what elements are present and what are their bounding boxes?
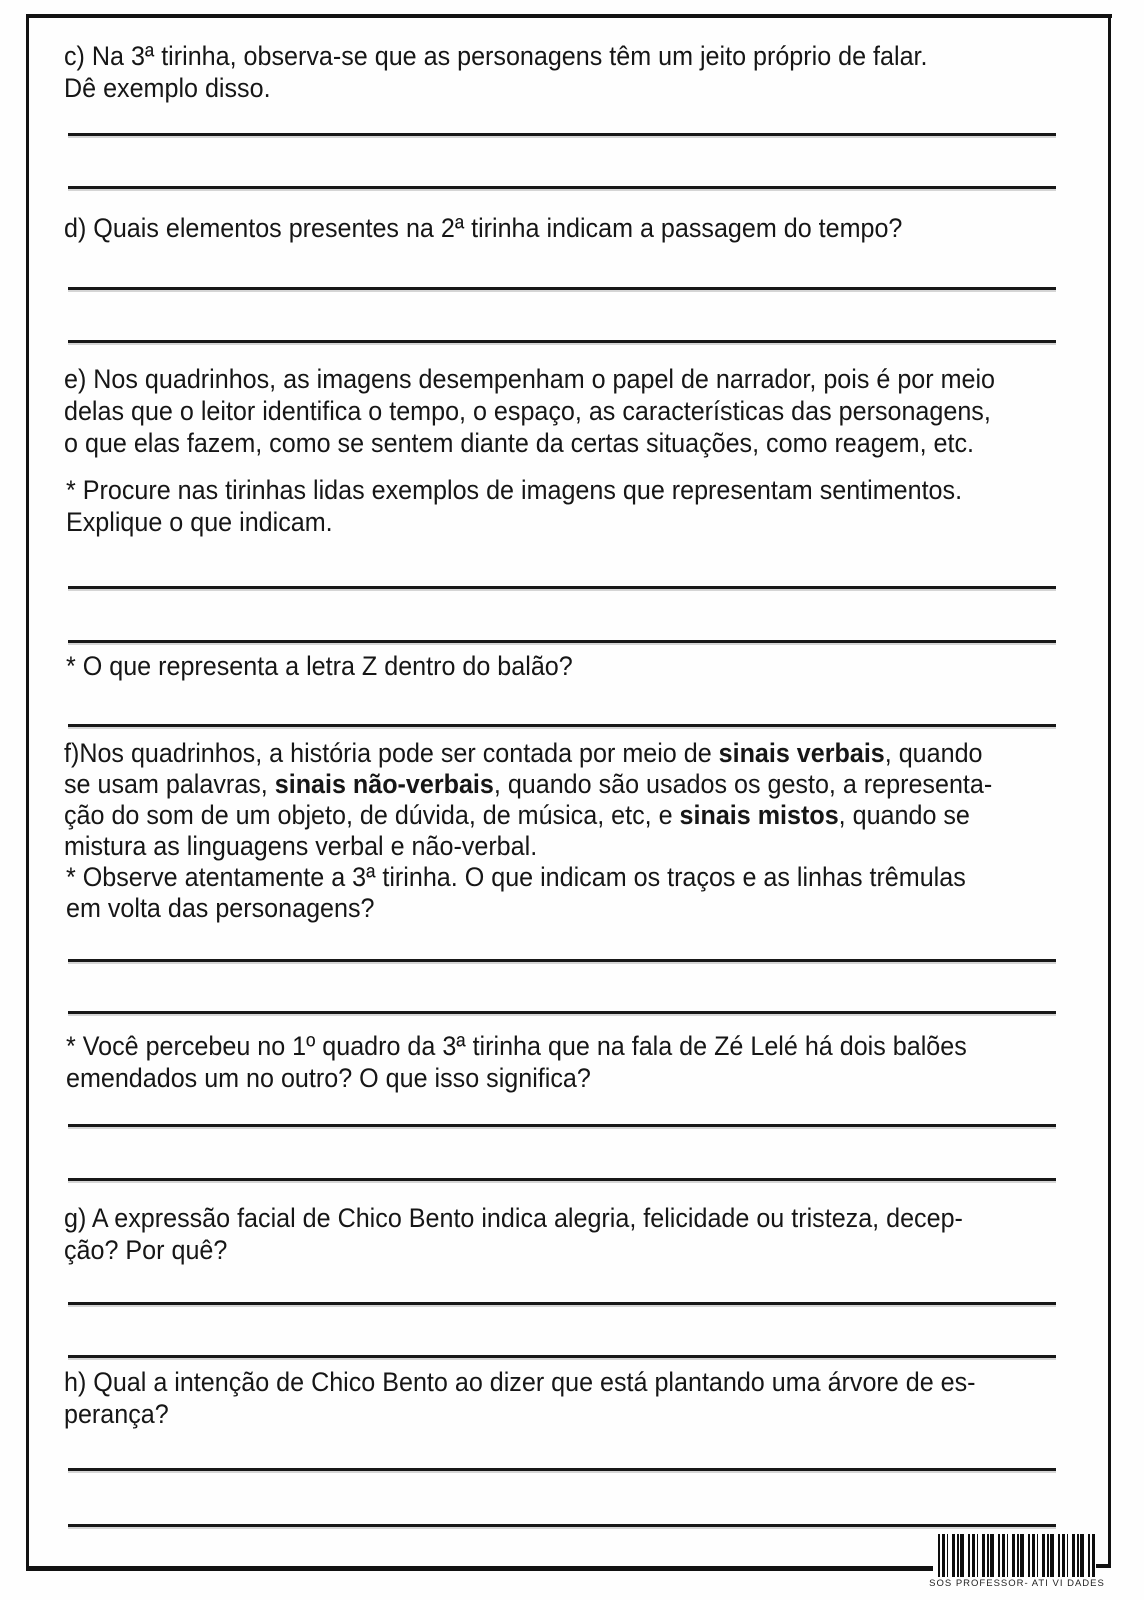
page-border-right bbox=[1108, 14, 1111, 1568]
sub-question-letter-z bbox=[66, 650, 573, 682]
question-f-line: f)Nos quadrinhos, a história pode ser contada por meio de sinais verbais, quando bbox=[64, 738, 983, 768]
question-e-line: e) Nos quadrinhos, as imagens desempenham o papel de narrador, pois é por meio bbox=[64, 364, 996, 394]
barcode-image bbox=[938, 1534, 1096, 1577]
question-c-line: c) Na 3ª tirinha, observa-se que as personagens têm um jeito próprio de falar. bbox=[64, 41, 928, 71]
page-border-top bbox=[26, 14, 1112, 18]
answer-line-15 bbox=[68, 1524, 1056, 1527]
question-g-line: g) A expressão facial de Chico Bento indica alegria, felicidade ou tristeza, decep- bbox=[64, 1203, 963, 1233]
question-h bbox=[64, 1366, 976, 1430]
question-d-line: d) Quais elementos presentes na 2ª tirinha indicam a passagem do tempo? bbox=[64, 213, 903, 243]
sub-question-tremulous-lines-line: * Observe atentamente a 3ª tirinha. O que indicam os traços e as linhas trêmulas bbox=[66, 862, 966, 892]
answer-line-1 bbox=[68, 133, 1056, 136]
answer-line-5 bbox=[68, 586, 1056, 589]
answer-line-4 bbox=[68, 340, 1056, 343]
question-e bbox=[64, 363, 995, 459]
answer-line-10 bbox=[68, 1124, 1056, 1127]
question-h-line: h) Qual a intenção de Chico Bento ao dizer que está plantando uma árvore de es- bbox=[64, 1367, 976, 1397]
question-e-line: delas que o leitor identifica o tempo, o espaço, as características das personagens, bbox=[64, 396, 991, 426]
answer-line-9 bbox=[68, 1011, 1056, 1014]
sub-question-linked-balloons bbox=[66, 1030, 967, 1094]
sub-question-tremulous-lines bbox=[66, 862, 966, 924]
question-f-line: mistura as linguagens verbal e não-verbal. bbox=[64, 831, 538, 861]
sub-question-sentiments bbox=[66, 474, 962, 538]
bold-term: sinais não-verbais bbox=[274, 769, 494, 799]
answer-line-3 bbox=[68, 287, 1056, 290]
barcode-label: SOS PROFESSOR- ATI VI DADES bbox=[929, 1578, 1105, 1589]
answer-line-13 bbox=[68, 1355, 1056, 1358]
sub-question-sentiments-line: * Procure nas tirinhas lidas exemplos de imagens que representam sentimentos. bbox=[66, 475, 963, 505]
question-c-line: Dê exemplo disso. bbox=[64, 73, 271, 103]
question-h-line: perança? bbox=[64, 1399, 169, 1429]
page-border-left bbox=[26, 14, 29, 1571]
answer-line-7 bbox=[68, 724, 1056, 727]
answer-line-12 bbox=[68, 1302, 1056, 1305]
question-f bbox=[64, 738, 992, 862]
page-border-bottom-right-tick bbox=[1094, 1564, 1111, 1568]
bold-term: sinais mistos bbox=[679, 800, 839, 830]
sub-question-linked-balloons-line: * Você percebeu no 1º quadro da 3ª tirinha que na fala de Zé Lelé há dois balões bbox=[66, 1031, 967, 1061]
question-d bbox=[64, 212, 902, 244]
sub-question-tremulous-lines-line: em volta das personagens? bbox=[66, 893, 375, 923]
answer-line-6 bbox=[68, 640, 1056, 643]
sub-question-sentiments-line: Explique o que indicam. bbox=[66, 507, 333, 537]
question-g-line: ção? Por quê? bbox=[64, 1235, 228, 1265]
question-g bbox=[64, 1202, 963, 1266]
question-f-line: se usam palavras, sinais não-verbais, quando são usados os gesto, a representa- bbox=[64, 769, 993, 799]
answer-line-14 bbox=[68, 1468, 1056, 1471]
sub-question-letter-z-line: * O que representa a letra Z dentro do balão? bbox=[66, 651, 573, 681]
question-c bbox=[64, 40, 927, 104]
bold-term: sinais verbais bbox=[718, 738, 885, 768]
sub-question-linked-balloons-line: emendados um no outro? O que isso significa? bbox=[66, 1063, 591, 1093]
answer-line-8 bbox=[68, 959, 1056, 962]
page-border-bottom bbox=[26, 1566, 933, 1571]
answer-line-11 bbox=[68, 1178, 1056, 1181]
question-f-line: ção do som de um objeto, de dúvida, de música, etc, e sinais mistos, quando se bbox=[64, 800, 970, 830]
question-e-line: o que elas fazem, como se sentem diante da certas situações, como reagem, etc. bbox=[64, 428, 975, 458]
answer-line-2 bbox=[68, 186, 1056, 189]
